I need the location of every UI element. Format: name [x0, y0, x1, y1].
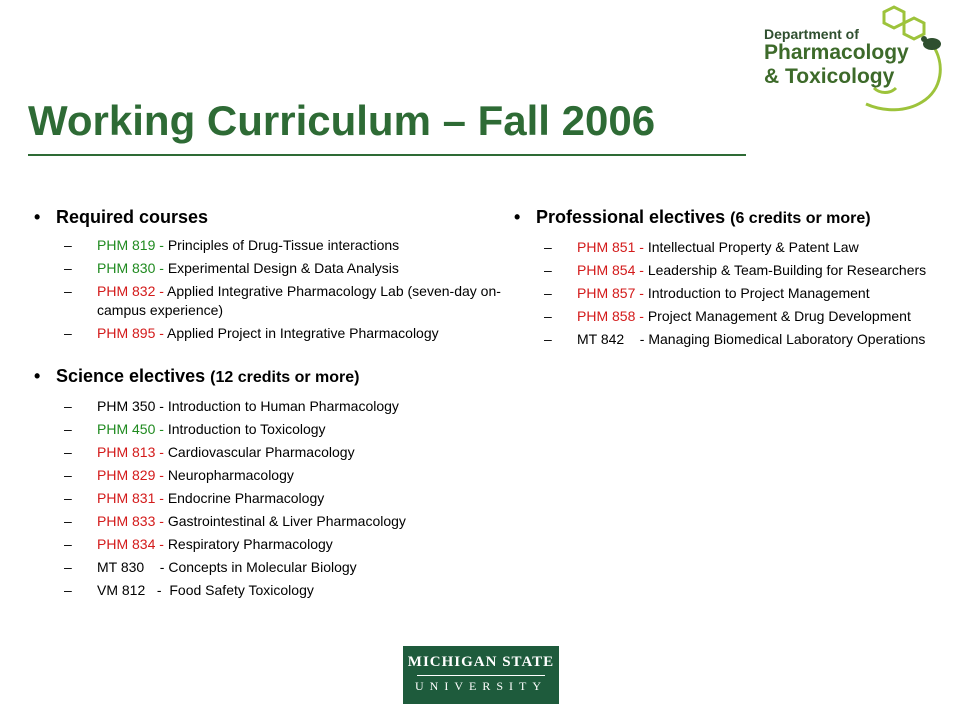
science-heading-label: Science electives	[56, 366, 206, 386]
title-underline	[28, 154, 746, 156]
bullet: •	[34, 207, 41, 227]
msu-line-2: UNIVERSITY	[415, 679, 547, 693]
left-column	[34, 206, 514, 604]
list-item: – PHM 834 - Respiratory Pharmacology	[64, 536, 333, 552]
professional-heading-label: Professional electives	[536, 207, 726, 227]
professional-heading: • Professional electives (6 credits or more)	[514, 207, 871, 227]
list-item: – PHM 851 - Intellectual Property & Patent Law	[544, 239, 859, 255]
science-heading: • Science electives (12 credits or more)	[34, 366, 360, 386]
page-title: Working Curriculum – Fall 2006	[28, 97, 656, 144]
list-item: – PHM 819 - Principles of Drug-Tissue interactions	[64, 237, 400, 253]
list-item: – PHM 857 - Introduction to Project Management	[544, 285, 870, 301]
professional-heading-sub: (6 credits or more)	[730, 210, 871, 227]
professional-list	[514, 238, 934, 349]
msu-line-1: MICHIGAN STATE	[407, 654, 555, 670]
msu-logo	[403, 646, 559, 704]
list-item: – PHM 350 - Introduction to Human Pharmacology	[64, 398, 399, 414]
list-item: – PHM 858 - Project Management & Drug Development	[544, 308, 911, 324]
required-heading-label: Required courses	[56, 207, 209, 227]
msu-rule	[417, 675, 545, 676]
science-list	[34, 397, 514, 600]
list-item: – PHM 832 - Applied Integrative Pharmacology Lab (seven-day on-campus experience)	[64, 283, 501, 318]
required-list	[34, 236, 514, 343]
logo-line-3: & Toxicology	[764, 65, 895, 88]
right-column	[514, 206, 934, 353]
required-heading	[34, 206, 514, 228]
list-item: – VM 812 - Food Safety Toxicology	[64, 582, 314, 598]
list-item: – MT 842 - Managing Biomedical Laboratory Operations	[544, 331, 926, 347]
list-item: – PHM 830 - Experimental Design & Data Analysis	[64, 260, 399, 276]
logo-line-2: Pharmacology	[764, 41, 909, 64]
list-item: – PHM 450 - Introduction to Toxicology	[64, 421, 326, 437]
list-item: – PHM 829 - Neuropharmacology	[64, 467, 294, 483]
logo-line-1: Department of	[764, 26, 859, 42]
list-item: – PHM 854 - Leadership & Team-Building for Researchers	[544, 262, 927, 278]
list-item: – MT 830 - Concepts in Molecular Biology	[64, 559, 357, 575]
science-heading-sub: (12 credits or more)	[210, 369, 360, 386]
list-item: – PHM 833 - Gastrointestinal & Liver Pharmacology	[64, 513, 406, 529]
list-item: – PHM 831 - Endocrine Pharmacology	[64, 490, 325, 506]
department-logo	[756, 4, 956, 116]
list-item: – PHM 895 - Applied Project in Integrative Pharmacology	[64, 325, 439, 341]
list-item: – PHM 813 - Cardiovascular Pharmacology	[64, 444, 355, 460]
